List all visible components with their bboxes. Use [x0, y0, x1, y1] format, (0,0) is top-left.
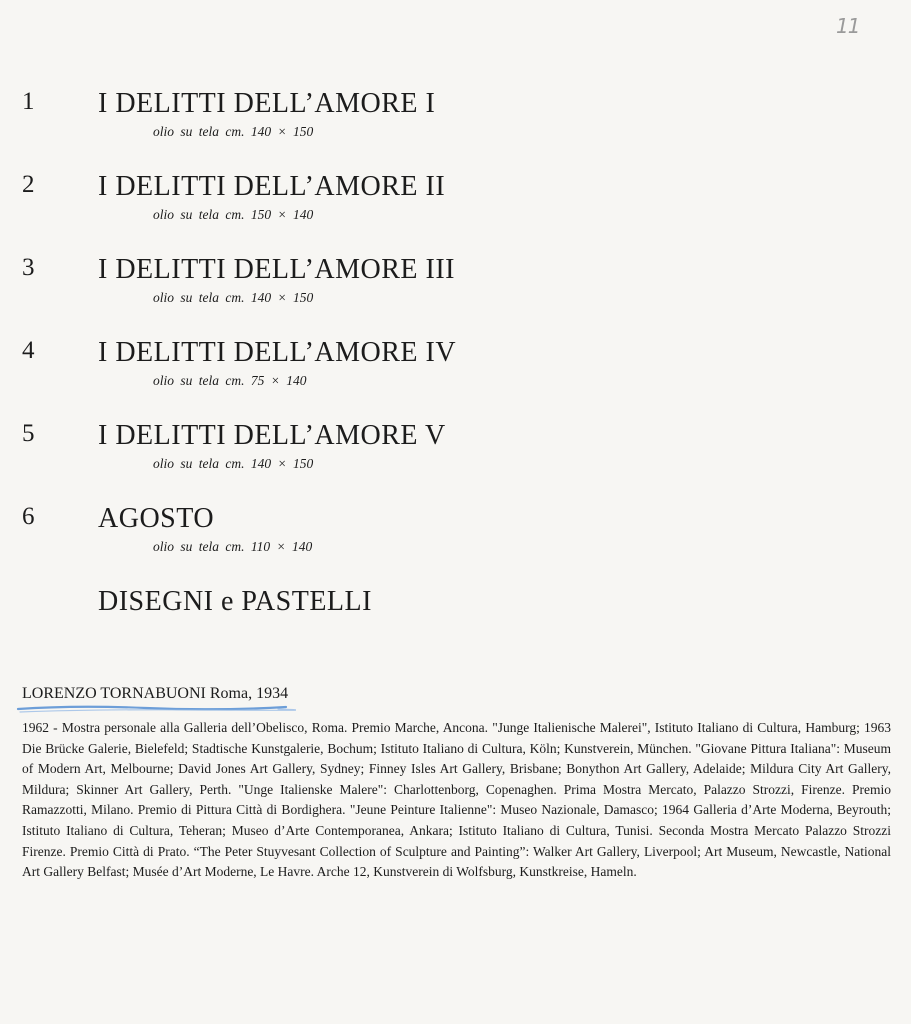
section-title: DISEGNI e PASTELLI: [98, 586, 372, 617]
work-title: I DELITTI DELL’AMORE III: [98, 254, 455, 285]
work-title: I DELITTI DELL’AMORE V: [98, 420, 446, 451]
work-number: 5: [22, 420, 35, 447]
work-details: olio su tela cm. 110 × 140: [153, 539, 313, 554]
artist-biography: 1962 - Mostra personale alla Galleria dell’Obelisco, Roma. Premio Marche, Ancona. "Junge Italienische Malerei", Istituto Italiano di Cultura, Hamburg; 1963 Die Brücke Galerie, Bielefeld; Stadtische Kunstgalerie, Bochum; Istituto Italiano di Cultura, Köln; Kunstverein, München. "Giovane Pittura Italiana": Museum of Modern Art, Melbourne; David Jones Art Gallery, Sydney; Finney Isles Art Gallery, Brisbane; Bonython Art Gallery, Adelaide; Mildura City Art Gallery, Mildura; Skinner Art Gallery, Perth. "Unge Italienske Malere": Charlottenborg, Copenaghen. Prima Mostra Mercato, Palazzo Strozzi, Firenze. Premio Ramazzotti, Milano. Premio di Pittura Città di Bordighera. "Jeune Peinture Italienne": Museo Nazionale, Damasco; 1964 Galleria d’Arte Moderna, Beyrouth; Istituto Italiano di Cultura, Teheran; Museo d’Arte Contemporanea, Ankara; Istituto Italiano di Cultura, Tunisi. Seconda Mostra Mercato Palazzo Strozzi Firenze. Premio Città di Prato. “The Peter Stuyvesant Collection of Sculpture and Painting”: Walker Art Gallery, Liverpool; Art Museum, Newcastle, National Art Gallery Belfast; Musée d’Art Moderne, Le Havre. Arche 12, Kunstverein di Wolfsburg, Kunstkreise, Hameln.: [22, 720, 891, 880]
pen-underline: [16, 703, 296, 715]
work-details: olio su tela cm. 150 × 140: [153, 207, 314, 222]
artist-heading: [22, 685, 288, 703]
work-details: olio su tela cm. 140 × 150: [153, 456, 314, 471]
work-details: olio su tela cm. 140 × 150: [153, 124, 314, 139]
work-title: AGOSTO: [98, 503, 215, 534]
work-number: 4: [22, 337, 35, 364]
work-details: olio su tela cm. 75 × 140: [153, 373, 307, 388]
work-title: I DELITTI DELL’AMORE IV: [98, 337, 457, 368]
work-number: 3: [22, 254, 35, 281]
page-number: 11: [836, 14, 860, 38]
work-details: olio su tela cm. 140 × 150: [153, 290, 314, 305]
artist-name: LORENZO TORNABUONI: [22, 685, 206, 702]
artist-birth: Roma, 1934: [209, 685, 289, 702]
work-title: I DELITTI DELL’AMORE I: [98, 88, 436, 119]
work-number: 6: [22, 503, 35, 530]
work-number: 2: [22, 171, 35, 198]
work-number: 1: [22, 88, 35, 115]
work-title: I DELITTI DELL’AMORE II: [98, 171, 446, 202]
